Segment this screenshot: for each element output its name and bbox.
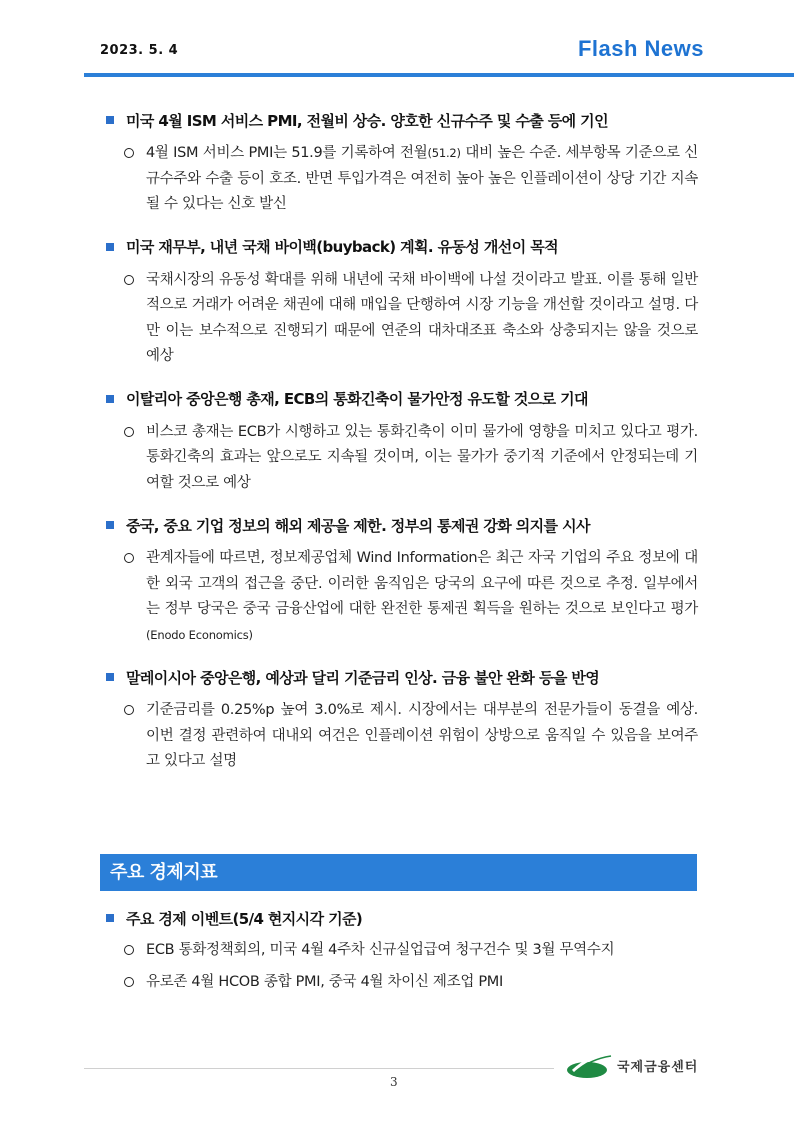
news-section-malaysia: [100, 665, 698, 775]
section-heading: [100, 513, 698, 537]
news-section-us-ism: [100, 108, 698, 218]
bullet-text: 대비 높은 수준. 세부항목 기준으로 신규수주와 수출 등이 호조. 반면 투입가격은 여전히 높아 높은 인플레이션이 상당 기간 지속될 수 있다는 신호 발신: [146, 145, 698, 212]
square-bullet-icon: [106, 243, 114, 251]
section-heading-text: 말레이시아 중앙은행, 예상과 달리 기준금리 인상. 금융 불안 완화 등을 반영: [126, 668, 600, 687]
indicators-heading: 주요 경제지표: [100, 854, 697, 891]
square-bullet-icon: [106, 395, 114, 403]
circle-bullet-icon: [124, 705, 134, 715]
section-heading-text: 이탈리아 중앙은행 총재, ECB의 통화긴축이 물가안정 유도할 것으로 기대: [126, 390, 588, 408]
square-bullet-icon: [106, 116, 114, 124]
report-title: Flash News: [577, 36, 704, 61]
bullet-text: 비스코 총재는 ECB가 시행하고 있는 통화긴축이 이미 물가에 영향을 미치고 있다고 평가. 통화긴축의 효과는 앞으로도 지속될 것이며, 이는 물가가 중기적 기준에서 안정되는데 기여할 것으로 예상: [146, 423, 698, 491]
section-heading: [100, 235, 698, 259]
square-bullet-icon: [106, 914, 114, 922]
footer-divider: [84, 1068, 554, 1069]
bullet-note: (51.2): [427, 146, 461, 160]
economic-events: [100, 906, 698, 994]
circle-bullet-icon: [124, 945, 134, 955]
section-heading: [100, 108, 698, 132]
bullet-text: 기준금리를 0.25%p 높여 3.0%로 제시. 시장에서는 대부분의 전문가들이 동결을 예상. 이번 결정 관련하여 대내외 여건은 인플레이션 위험이 상방으로 움직일 수 있음을 보여주고 있다고 설명: [146, 702, 698, 769]
bullet-note: (Enodo Economics): [146, 627, 253, 642]
section-bullet: [100, 268, 698, 370]
section-heading: [100, 665, 698, 689]
section-heading: [100, 387, 698, 411]
section-bullet: [100, 420, 698, 497]
circle-bullet-icon: [124, 275, 134, 285]
bullet-text: 관계자들에 따르면, 정보제공업체 Wind Information은 최근 자국 기업의 주요 정보에 대한 외국 고객의 접근을 중단. 이러한 움직임은 당국의 요구에 따른 것으로 추정. 일부에서는 정부 당국은 중국 금융산업에 대한 완전한 통제권 획득을 원하는 것으로 보인다고 평가: [146, 550, 698, 617]
event-text: ECB 통화정책회의, 미국 4월 4주차 신규실업급여 청구건수 및 3월 무역수지: [146, 942, 615, 958]
logo-text: 국제금융센터: [617, 1060, 699, 1075]
section-bullet: [100, 698, 698, 775]
section-bullet: [100, 546, 698, 648]
report-date: 2023. 5. 4: [100, 43, 179, 58]
circle-bullet-icon: [124, 427, 134, 437]
circle-bullet-icon: [124, 553, 134, 563]
square-bullet-icon: [106, 673, 114, 681]
bullet-text: 4월 ISM 서비스 PMI는 51.9를 기록하여 전월: [146, 145, 428, 161]
logo-emblem-icon: [565, 1050, 617, 1082]
circle-bullet-icon: [124, 977, 134, 987]
event-item: [100, 938, 698, 962]
news-section-china: [100, 513, 698, 648]
news-section-us-treasury: [100, 235, 698, 370]
header-divider: [84, 73, 794, 77]
news-section-italy: [100, 387, 698, 497]
bullet-text: 국채시장의 유동성 확대를 위해 내년에 국채 바이백에 나설 것이라고 발표. 이를 통해 일반적으로 거래가 어려운 채권에 대해 매입을 단행하여 시장 기능을 개선할 것이라고 설명. 다만 이는 보수적으로 진행되기 때문에 연준의 대차대조표 축소와 상충되지는 않을 것으로 예상: [146, 271, 698, 364]
circle-bullet-icon: [124, 148, 134, 158]
event-item: [100, 970, 698, 994]
kcif-logo: [565, 1050, 715, 1082]
section-bullet: [100, 141, 698, 218]
news-content: [100, 108, 698, 792]
event-text: 유로존 4월 HCOB 종합 PMI, 중국 4월 차이신 제조업 PMI: [146, 974, 503, 990]
page-number: 3: [390, 1075, 398, 1089]
section-heading-text: 미국 4월 ISM 서비스 PMI, 전월비 상승. 양호한 신규수주 및 수출 등에 기인: [126, 111, 608, 130]
section-heading-text: 중국, 중요 기업 정보의 해외 제공을 제한. 정부의 통제권 강화 의지를 시사: [126, 516, 590, 535]
events-heading: [100, 906, 698, 930]
section-heading-text: 미국 재무부, 내년 국채 바이백(buyback) 계획. 유동성 개선이 목적: [126, 238, 558, 256]
events-heading-text: 주요 경제 이벤트(5/4 현지시각 기준): [126, 909, 363, 928]
square-bullet-icon: [106, 521, 114, 529]
